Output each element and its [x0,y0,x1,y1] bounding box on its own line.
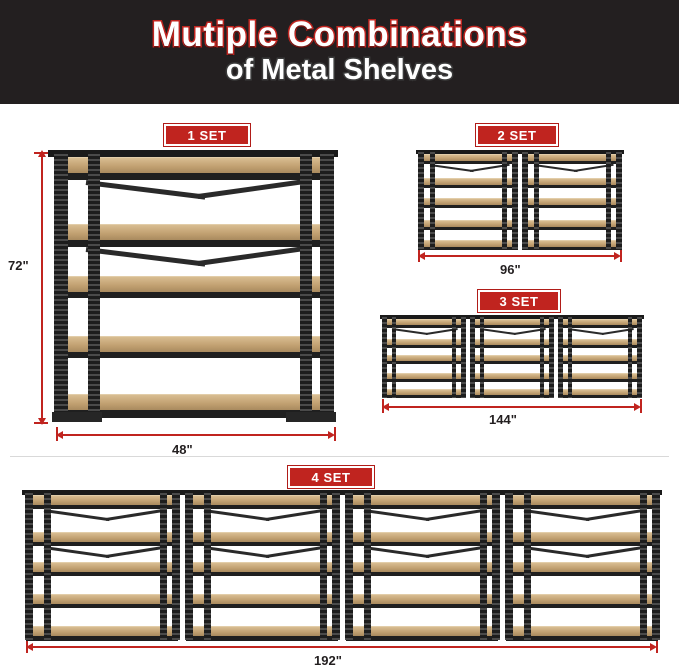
shelf-post [160,493,167,640]
section-divider [10,456,669,457]
back-brace [426,546,486,558]
back-brace [266,509,326,521]
badge-4-set [288,466,374,488]
shelf-post [382,317,387,398]
shelf-post [430,152,435,250]
shelf-foot [286,412,336,422]
dim-cap [56,427,58,441]
shelf-post [492,493,500,640]
back-brace [524,509,590,521]
shelf-post [637,317,642,398]
back-brace [568,328,604,335]
shelf-post [461,317,466,398]
dim-height-label-1-set: 72" [8,258,29,273]
shelf-unit-4-set-d [502,490,662,638]
shelf-post [320,493,327,640]
shelf-unit-4-set-b [182,490,342,638]
shelf-post [345,493,353,640]
back-brace [430,164,474,172]
shelf-post [640,493,647,640]
shelf-post [470,317,475,398]
back-brace [204,546,270,558]
shelf-post [652,493,660,640]
back-brace [392,328,428,335]
shelf-post [185,493,193,640]
back-brace [204,509,270,521]
back-brace [106,509,166,521]
back-brace [534,164,578,172]
dim-cap [418,248,420,262]
shelf-post [616,152,622,250]
shelf-unit-3-set-a [380,315,468,397]
back-brace [480,328,516,335]
dim-width-label-4-set: 192" [314,653,342,668]
shelf-post [172,493,180,640]
dim-cap [656,639,658,653]
badge-2-set-label: 2 SET [497,127,537,143]
back-brace [44,509,110,521]
back-brace [86,247,206,267]
back-brace [426,509,486,521]
back-brace [44,546,110,558]
header-title-line2: of Metal Shelves [225,54,454,87]
badge-3-set-label: 3 SET [499,293,539,309]
shelf-unit-1-set [48,150,338,420]
badge-4-set-label: 4 SET [311,469,351,485]
header-title-line1: Mutiple Combinations [151,14,528,54]
dim-cap [334,427,336,441]
dim-width-line-4-set [32,646,650,648]
back-brace [364,509,430,521]
back-brace [86,180,206,200]
dim-width-label-3-set: 144" [489,412,517,427]
back-brace [364,546,430,558]
shelf-foot [52,412,102,422]
shelf-unit-4-set-c [342,490,502,638]
shelf-post [480,493,487,640]
shelf-post [88,154,100,420]
shelf-post [540,317,544,398]
dim-cap [34,422,48,424]
shelf-post [332,493,340,640]
shelf-post [502,152,507,250]
shelf-post [549,317,554,398]
shelf-unit-3-set-c [556,315,644,397]
shelf-post [505,493,513,640]
shelf-unit-2-set-a [416,150,520,250]
back-brace [198,246,308,266]
back-brace [106,546,166,558]
dim-width-line-3-set [388,406,634,408]
back-brace [586,546,646,558]
dim-cap [382,399,384,413]
dim-height-line-1-set [41,156,43,418]
badge-3-set [478,290,560,312]
dim-cap [34,152,48,154]
shelf-post [628,317,632,398]
back-brace [524,546,590,558]
badge-1-set-label: 1 SET [187,127,227,143]
shelf-post [204,493,211,640]
shelf-post [452,317,456,398]
dim-cap [620,248,622,262]
back-brace [586,509,646,521]
shelf-post [568,317,572,398]
shelf-post [54,154,68,420]
dim-width-line-1-set [62,434,328,436]
shelf-post [392,317,396,398]
shelf-unit-2-set-b [520,150,624,250]
dim-cap [26,639,28,653]
header-banner [0,0,679,104]
shelf-unit-4-set-a [22,490,182,638]
shelf-post [512,152,518,250]
back-brace [198,179,308,199]
shelf-post [300,154,312,420]
shelf-post [524,493,531,640]
shelf-post [534,152,539,250]
shelf-post [480,317,484,398]
shelf-post [558,317,563,398]
shelf-post [606,152,611,250]
shelf-post [418,152,424,250]
back-brace [266,546,326,558]
badge-1-set [164,124,250,146]
dim-cap [640,399,642,413]
shelf-post [44,493,51,640]
shelf-post [25,493,33,640]
badge-2-set [476,124,558,146]
dim-width-line-2-set [424,255,614,257]
shelf-post [320,154,334,420]
dim-width-label-1-set: 48" [172,442,193,457]
dim-width-label-2-set: 96" [500,262,521,277]
shelf-unit-3-set-b [468,315,556,397]
shelf-post [364,493,371,640]
shelf-post [522,152,528,250]
